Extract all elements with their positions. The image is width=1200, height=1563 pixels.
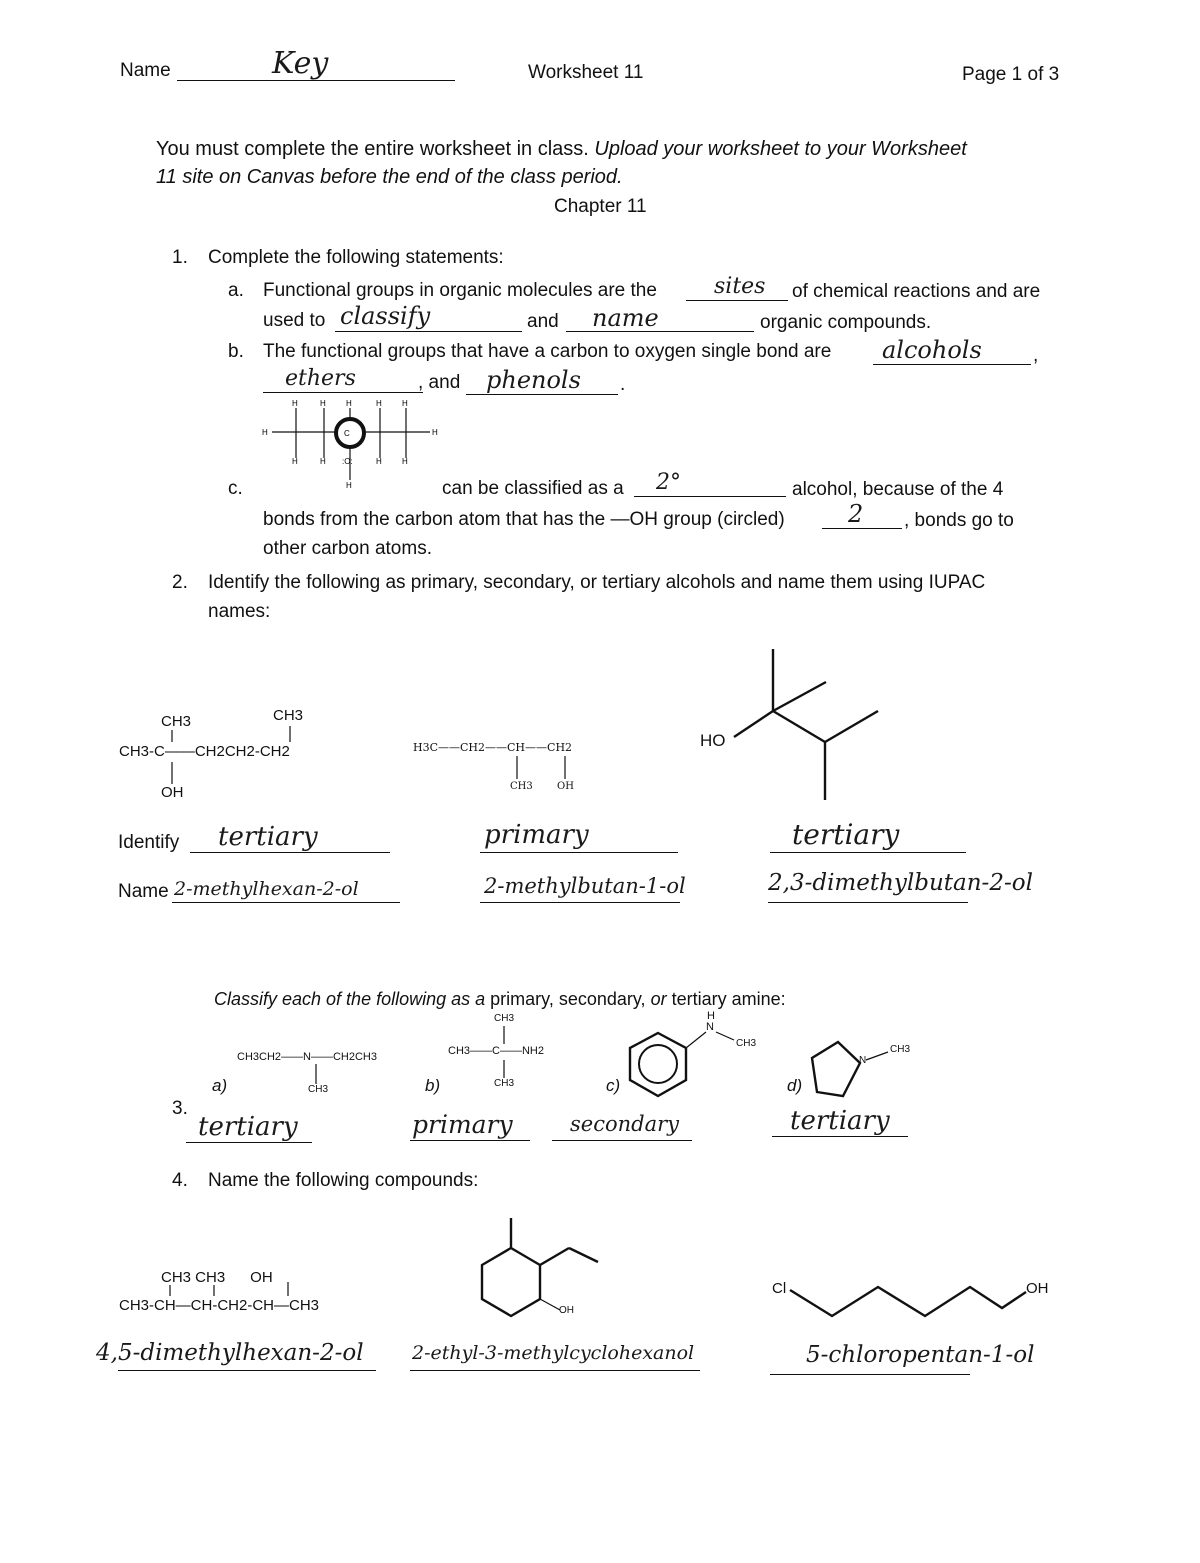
q3-prompt-plain-1: primary, secondary, bbox=[490, 989, 646, 1009]
q4m3-oh: OH bbox=[1026, 1280, 1049, 1297]
q3d-n: N bbox=[859, 1055, 867, 1066]
q3a-ch3: CH3 bbox=[308, 1084, 329, 1095]
q1c-label: c. bbox=[228, 478, 243, 499]
q3-number: 3. bbox=[172, 1098, 188, 1119]
q3b-ch3-bottom: CH3 bbox=[494, 1078, 515, 1089]
q3c-h: H bbox=[707, 1010, 715, 1022]
q2-identify-answer-2: primary bbox=[484, 820, 589, 850]
svg-text:H: H bbox=[292, 399, 298, 408]
q2m2-main-chain: H3C——CH2——CH——CH2 bbox=[413, 741, 573, 754]
q3d-ch3: CH3 bbox=[890, 1044, 911, 1055]
q2m1-main-chain: CH3-C——CH2CH2-CH2 bbox=[119, 743, 290, 760]
q1a-label: a. bbox=[228, 280, 244, 301]
q4-answer-3: 5-chloropentan-1-ol bbox=[806, 1342, 1035, 1368]
q3d-answer: tertiary bbox=[790, 1106, 890, 1136]
svg-text:H: H bbox=[402, 457, 408, 466]
q2-identify-blank-2 bbox=[480, 852, 678, 853]
q1c-text-1: can be classified as a bbox=[442, 478, 624, 499]
q1b-answer-1: alcohols bbox=[882, 336, 982, 364]
svg-text:H: H bbox=[432, 428, 438, 437]
q1c-blank-1 bbox=[634, 496, 786, 497]
q3c-label: c) bbox=[606, 1076, 621, 1095]
svg-text:H: H bbox=[346, 481, 352, 490]
q2-name-answer-1: 2-methylhexan-2-ol bbox=[174, 878, 359, 900]
q1b-text-2: , and bbox=[418, 372, 461, 393]
q1a-text-5: organic compounds. bbox=[760, 312, 932, 333]
q3b-label: b) bbox=[425, 1076, 441, 1095]
worksheet-title: Worksheet 11 bbox=[528, 62, 644, 83]
q4m1-main: CH3-CH—CH-CH2-CH—CH3 bbox=[119, 1297, 320, 1314]
q1c-text-2: alcohol, because of the 4 bbox=[792, 479, 1004, 500]
q4-answer-2: 2-ethyl-3-methylcyclohexanol bbox=[412, 1342, 695, 1364]
svg-text:H: H bbox=[402, 399, 408, 408]
q2m2-sub-ch3: CH3 bbox=[510, 781, 533, 792]
q2m2-sub-oh: OH bbox=[557, 781, 574, 792]
q2m1-ch3-right: CH3 bbox=[273, 707, 304, 724]
svg-text:H: H bbox=[262, 428, 268, 437]
q2m1-oh: OH bbox=[161, 784, 184, 801]
q1b-label: b. bbox=[228, 341, 244, 362]
q4-answer-1: 4,5-dimethylhexan-2-ol bbox=[96, 1340, 364, 1366]
q1b-blank-1 bbox=[873, 364, 1031, 365]
q2m1-ch3-left: CH3 bbox=[161, 713, 192, 730]
q1-prompt: Complete the following statements: bbox=[208, 247, 504, 268]
q2-name-answer-2: 2-methylbutan-1-ol bbox=[484, 874, 686, 898]
q2-number: 2. bbox=[172, 572, 188, 593]
q1-number: 1. bbox=[172, 247, 188, 268]
intro-line-1 bbox=[156, 138, 967, 161]
svg-text:C: C bbox=[344, 429, 350, 438]
q2-identify-blank-3 bbox=[770, 852, 966, 853]
q4-number: 4. bbox=[172, 1170, 188, 1191]
svg-text:H: H bbox=[346, 399, 352, 408]
q1a-blank-2 bbox=[335, 331, 522, 332]
svg-text:H: H bbox=[320, 457, 326, 466]
intro-line-2: 11 site on Canvas before the end of the class period. bbox=[156, 166, 623, 188]
q3a-blank bbox=[186, 1142, 312, 1143]
svg-text:H: H bbox=[320, 399, 326, 408]
q3c-answer: secondary bbox=[570, 1112, 679, 1136]
q1a-text-1: Functional groups in organic molecules are the bbox=[263, 280, 657, 301]
q2-identify-answer-1: tertiary bbox=[218, 822, 318, 852]
q1b-blank-2 bbox=[263, 392, 423, 393]
q3a-label: a) bbox=[212, 1076, 228, 1095]
name-value: Key bbox=[272, 46, 329, 81]
q2-name-blank-2 bbox=[480, 902, 680, 903]
q3-prompt bbox=[214, 989, 786, 1010]
q1a-answer-3: name bbox=[592, 304, 659, 332]
q1a-text-4: and bbox=[527, 311, 559, 332]
page-number: Page 1 of 3 bbox=[962, 64, 1060, 85]
q1a-blank-1 bbox=[686, 300, 788, 301]
q1c-answer-1: 2° bbox=[656, 470, 681, 495]
q4-blank-2 bbox=[410, 1370, 700, 1371]
q4-prompt: Name the following compounds: bbox=[208, 1170, 479, 1191]
q4m2-oh: OH bbox=[559, 1305, 574, 1316]
q2-name-blank-1 bbox=[172, 902, 400, 903]
q2-identify-blank-1 bbox=[190, 852, 390, 853]
q3c-n: N bbox=[706, 1021, 714, 1033]
q1c-text-3: bonds from the carbon atom that has the —OH group (circled) bbox=[263, 509, 785, 530]
q2-prompt-1: Identify the following as primary, secondary, or tertiary alcohols and name them using IUPAC bbox=[208, 572, 986, 593]
q3b-blank bbox=[410, 1140, 530, 1141]
q3-prompt-plain-2: tertiary amine: bbox=[671, 989, 786, 1009]
chapter-heading: Chapter 11 bbox=[554, 196, 647, 217]
q2-identify-answer-3: tertiary bbox=[792, 818, 900, 851]
q1c-text-5: other carbon atoms. bbox=[263, 538, 432, 559]
q3d-blank bbox=[772, 1136, 908, 1137]
q1a-answer-2: classify bbox=[340, 302, 431, 330]
q4m1-top: CH3 CH3 OH bbox=[161, 1269, 273, 1286]
q2-prompt-2: names: bbox=[208, 601, 271, 622]
q4m3-skeleton bbox=[0, 0, 1, 1]
q1a-text-2: of chemical reactions and are bbox=[792, 281, 1041, 302]
q2m3-ho: HO bbox=[700, 731, 726, 750]
q2-name-answer-3: 2,3-dimethylbutan-2-ol bbox=[768, 870, 1033, 896]
svg-text:H: H bbox=[376, 457, 382, 466]
q1c-text-4: , bonds go to bbox=[904, 510, 1014, 531]
q1c-blank-2 bbox=[822, 528, 902, 529]
svg-text::O:: :O: bbox=[342, 457, 353, 466]
svg-text:H: H bbox=[376, 399, 382, 408]
q3d-label: d) bbox=[787, 1076, 803, 1095]
q3-prompt-italic-2: or bbox=[650, 989, 667, 1009]
q1c-answer-2: 2 bbox=[848, 500, 864, 528]
intro-plain: You must complete the entire worksheet in class. bbox=[156, 138, 589, 160]
q1a-answer-1: sites bbox=[714, 274, 766, 299]
q4-blank-1 bbox=[118, 1370, 376, 1371]
q1c-molecule bbox=[260, 396, 440, 492]
q3b-ch3-top: CH3 bbox=[494, 1013, 515, 1024]
q3b-answer: primary bbox=[412, 1110, 513, 1139]
q3a-structure: CH3CH2——N——CH2CH3 bbox=[237, 1051, 377, 1063]
svg-text:H: H bbox=[292, 457, 298, 466]
q3a-answer: tertiary bbox=[198, 1112, 298, 1142]
q3c-blank bbox=[552, 1140, 692, 1141]
q3b-structure: CH3——C——NH2 bbox=[448, 1045, 544, 1057]
q1b-answer-2: ethers bbox=[285, 366, 356, 391]
intro-italic-1: Upload your worksheet to your Worksheet bbox=[594, 138, 967, 160]
q3c-ch3: CH3 bbox=[736, 1038, 757, 1049]
name-label: Name bbox=[120, 60, 171, 81]
q1b-answer-3: phenols bbox=[486, 366, 581, 394]
q1b-blank-3 bbox=[466, 394, 618, 395]
q1a-text-3: used to bbox=[263, 310, 326, 331]
q2-name-label: Name bbox=[118, 881, 169, 902]
q1b-text-1: The functional groups that have a carbon to oxygen single bond are bbox=[263, 341, 832, 362]
q3-prompt-italic-1: Classify each of the following as a bbox=[214, 989, 486, 1009]
q2-name-blank-3 bbox=[768, 902, 968, 903]
q4-blank-3 bbox=[770, 1374, 970, 1375]
q2-identify-label: Identify bbox=[118, 832, 180, 853]
q1b-text-3: . bbox=[620, 374, 626, 395]
q1b-comma: , bbox=[1033, 345, 1039, 366]
q4m3-cl: Cl bbox=[772, 1280, 787, 1297]
